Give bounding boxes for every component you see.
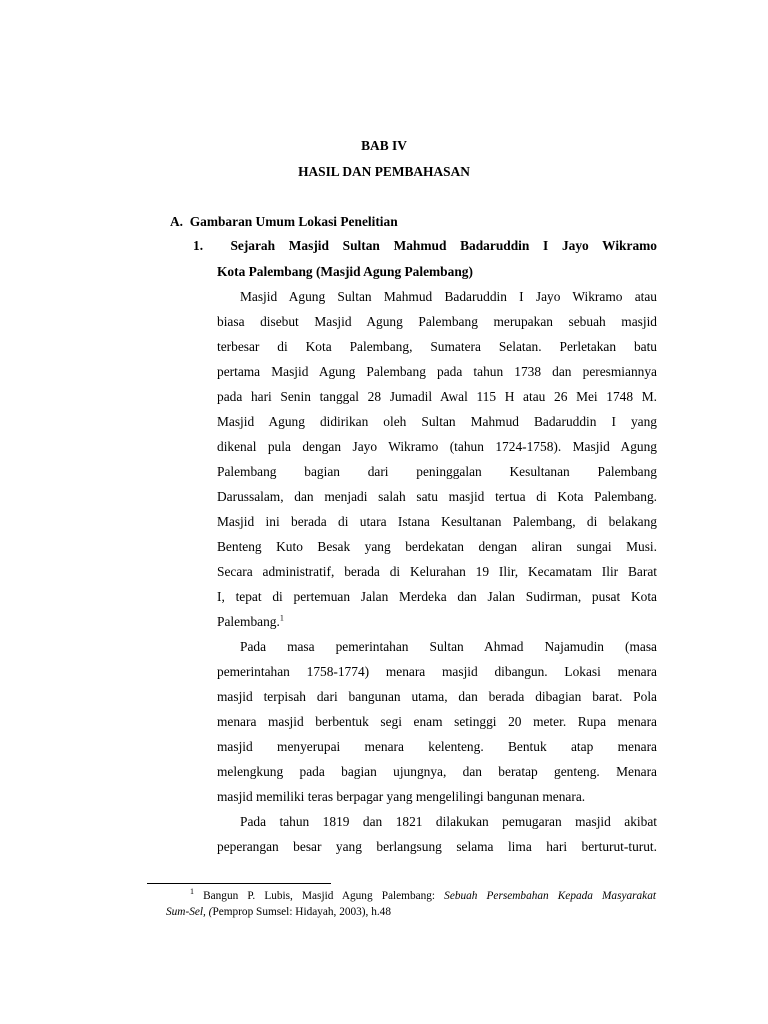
paragraph-line: Secara administratif, berada di Kelurahan 19 Ilir, Kecamatam Ilir Barat <box>217 564 657 579</box>
paragraph-line: biasa disebut Masjid Agung Palembang merupakan sebuah masjid <box>217 314 657 329</box>
paragraph-line: Pada tahun 1819 dan 1821 dilakukan pemugaran masjid akibat <box>240 814 657 829</box>
paragraph-line: pertama Masjid Agung Palembang pada tahun 1738 dan peresmiannya <box>217 364 657 379</box>
paragraph-last-line: masjid memiliki teras berpagar yang mengelilingi bangunan menara. <box>217 789 586 804</box>
chapter-number: BAB IV <box>361 138 407 153</box>
footnote-author: Bangun P. Lubis, Masjid Agung Palembang: <box>203 890 436 902</box>
paragraph-line: pemerintahan 1758-1774) menara masjid dibangun. Lokasi menara <box>217 664 657 679</box>
paragraph-line: Pada masa pemerintahan Sultan Ahmad Najamudin (masa <box>240 639 657 654</box>
paragraph-line: masjid menyerupai menara kelenteng. Bentuk atap menara <box>217 739 657 754</box>
paragraph-line: I, tepat di pertemuan Jalan Merdeka dan Jalan Sudirman, pusat Kota <box>217 589 657 604</box>
footnote-line2 <box>166 906 391 918</box>
footnote-number: 1 <box>190 887 194 897</box>
paragraph-line: Masjid Agung Sultan Mahmud Badaruddin I Jayo Wikramo atau <box>240 289 657 304</box>
subsection-heading-line2: Kota Palembang (Masjid Agung Palembang) <box>217 264 473 279</box>
paragraph-line: menara masjid berbentuk segi enam setinggi 20 meter. Rupa menara <box>217 714 657 729</box>
footnote-divider <box>147 883 331 884</box>
paragraph-line: Masjid Agung didirikan oleh Sultan Mahmud Badaruddin I yang <box>217 414 657 429</box>
paragraph-text: Palembang. <box>217 614 280 629</box>
footnote-book-title: Sebuah Persembahan Kepada Masyarakat <box>444 890 656 902</box>
paragraph-line: Palembang bagian dari peninggalan Kesultanan Palembang <box>217 464 657 479</box>
paragraph-line: dikenal pula dengan Jayo Wikramo (tahun 1724-1758). Masjid Agung <box>217 439 657 454</box>
footnote-publisher: Pemprop Sumsel: Hidayah, 2003), h.48 <box>212 906 391 918</box>
paragraph-line: melengkung pada bagian ujungnya, dan beratap genteng. Menara <box>217 764 657 779</box>
footnote-reference: 1 <box>279 613 284 623</box>
paragraph-line: peperangan besar yang berlangsung selama lima hari berturut-turut. <box>217 839 657 854</box>
paragraph-line: Darussalam, dan menjadi salah satu masjid tertua di Kota Palembang. <box>217 489 657 504</box>
paragraph-line: pada hari Senin tanggal 28 Jumadil Awal 115 H atau 26 Mei 1748 M. <box>217 389 657 404</box>
subsection-heading-line1: 1. Sejarah Masjid Sultan Mahmud Badaruddin I Jayo Wikramo <box>193 238 657 253</box>
section-heading-a: A. Gambaran Umum Lokasi Penelitian <box>170 214 398 229</box>
paragraph-line: masjid terpisah dari bangunan utama, dan berada dibagian barat. Pola <box>217 689 657 704</box>
paragraph-line: Masjid ini berada di utara Istana Kesultanan Palembang, di belakang <box>217 514 657 529</box>
footnote-line1 <box>190 887 656 902</box>
paragraph-line: terbesar di Kota Palembang, Sumatera Selatan. Perletakan batu <box>217 339 657 354</box>
paragraph-last-line <box>217 614 284 630</box>
chapter-title: HASIL DAN PEMBAHASAN <box>298 164 470 179</box>
paragraph-line: Benteng Kuto Besak yang berdekatan dengan aliran sungai Musi. <box>217 539 657 554</box>
footnote-book-title-cont: Sum-Sel, ( <box>166 906 213 918</box>
